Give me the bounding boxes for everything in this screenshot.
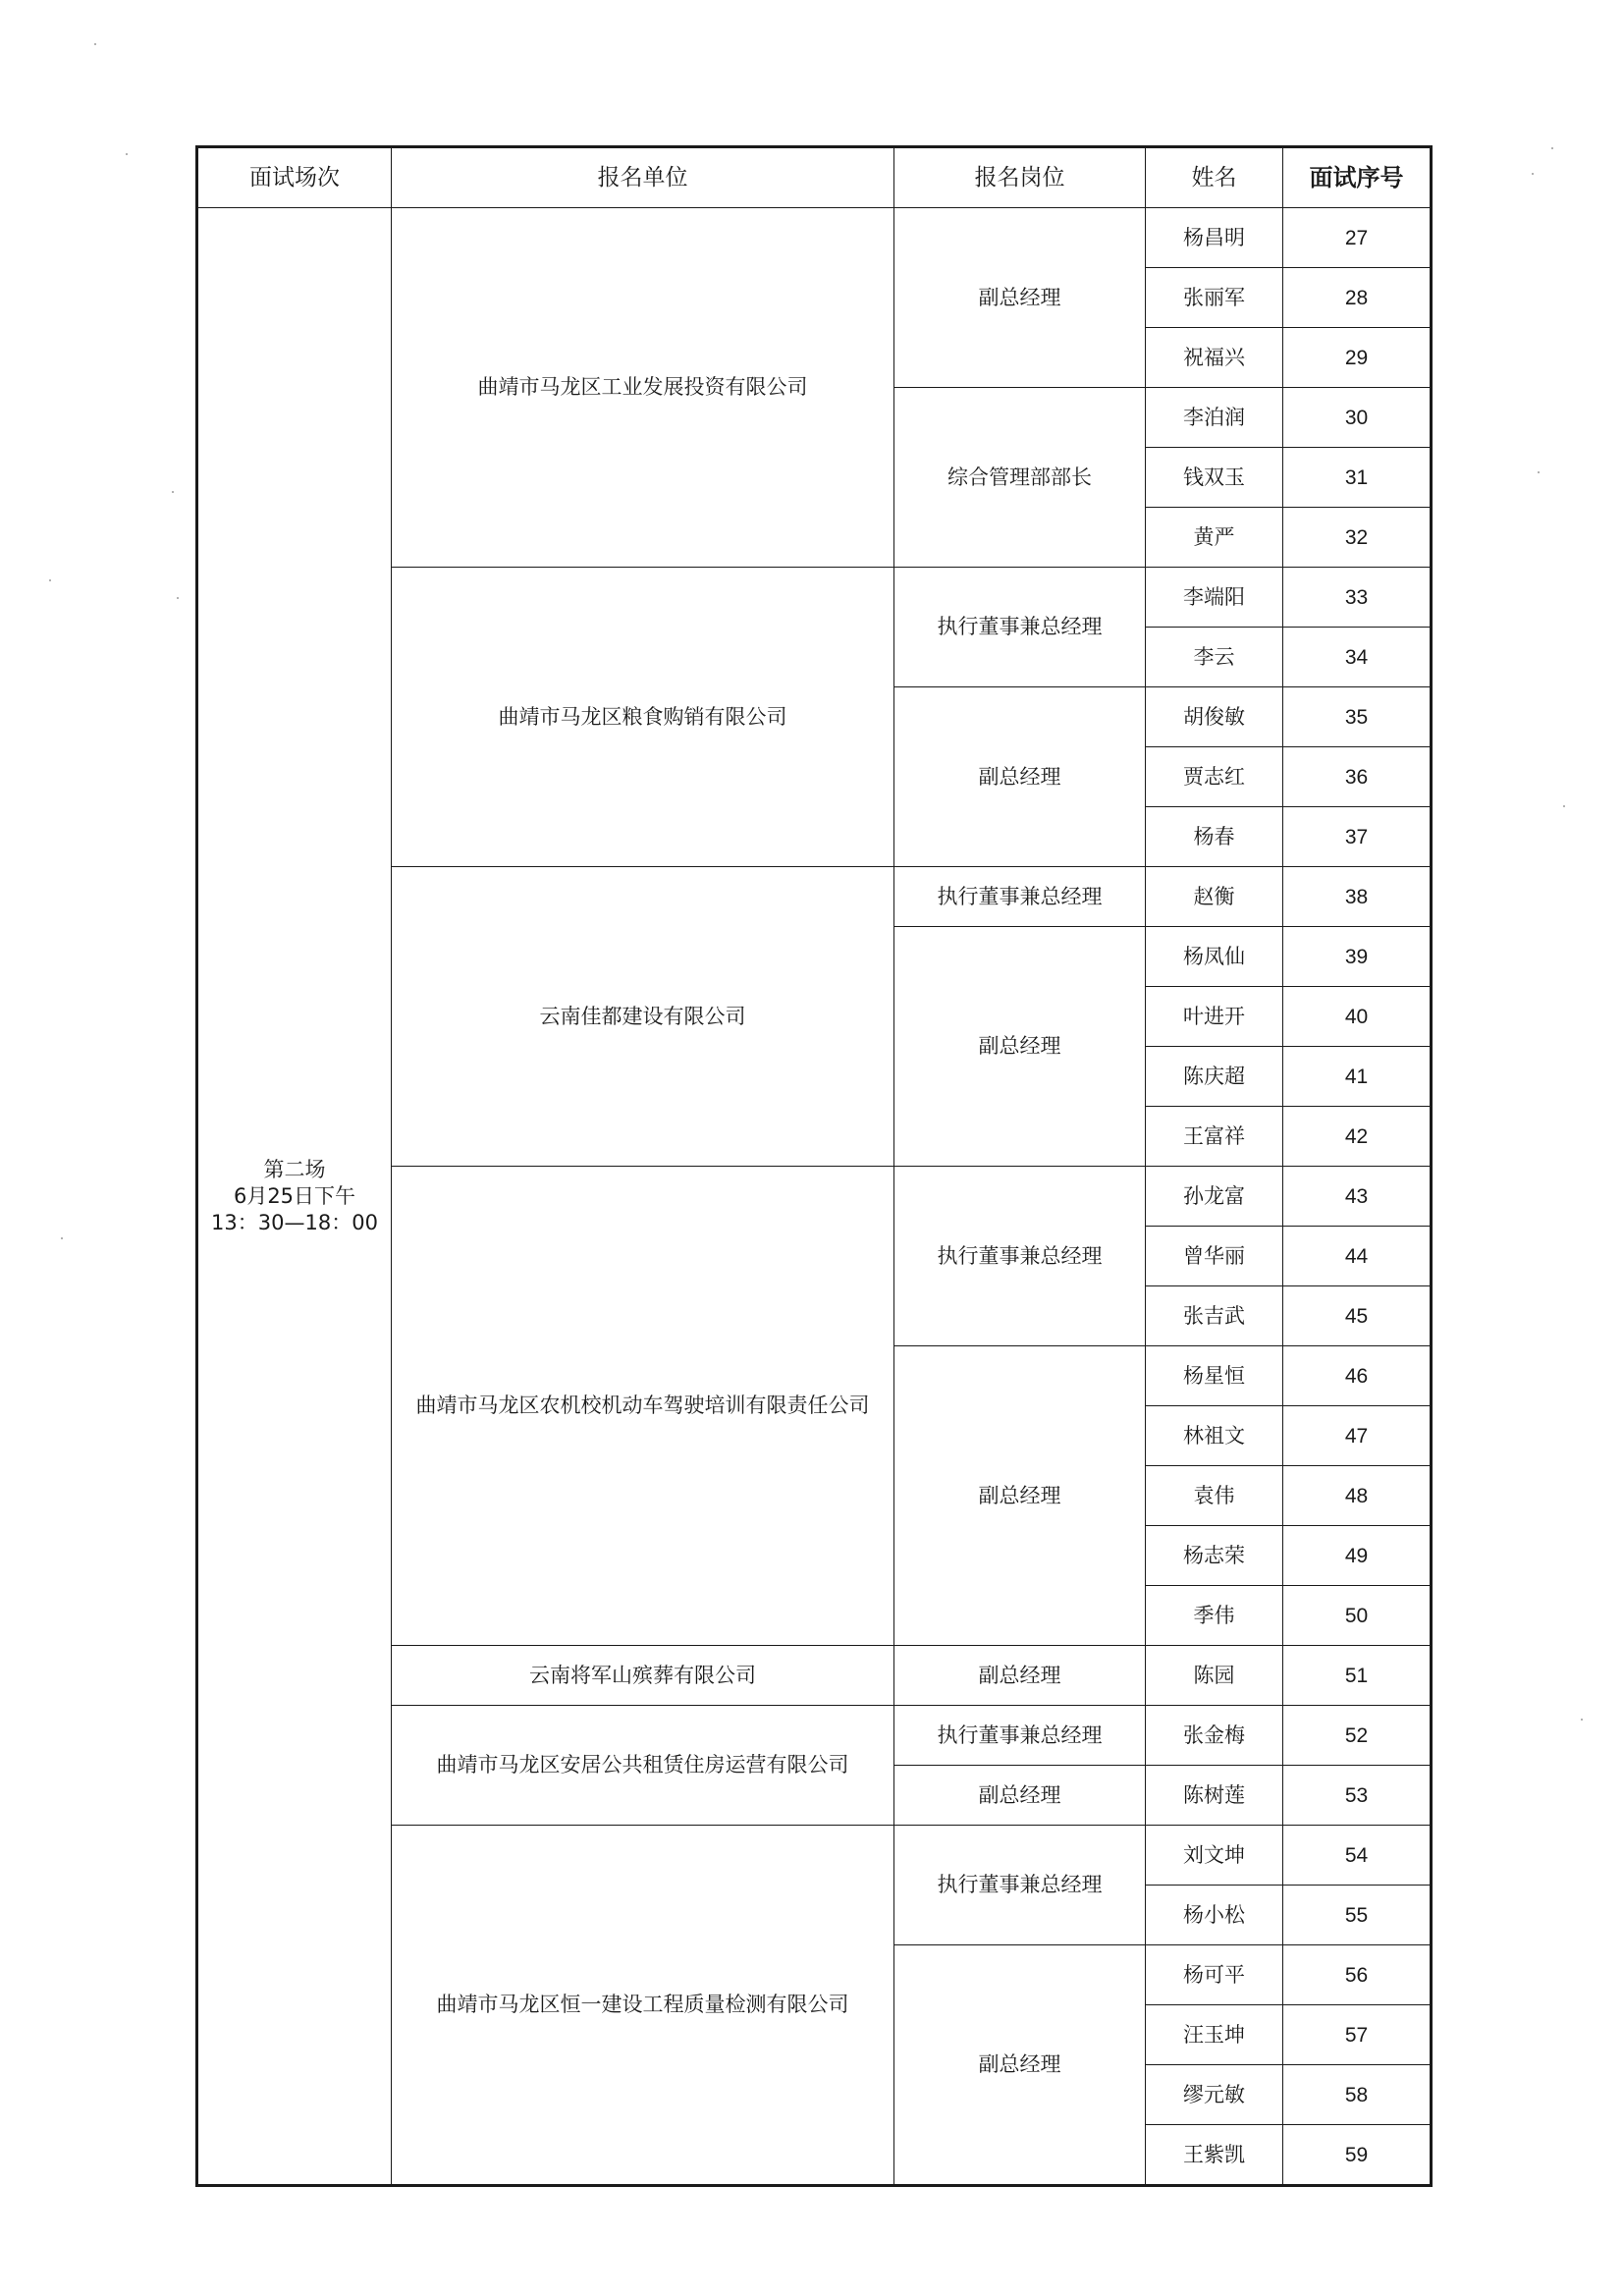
candidate-name: 李泊润 bbox=[1146, 388, 1283, 448]
header-seq: 面试序号 bbox=[1283, 147, 1432, 208]
interview-seq: 40 bbox=[1283, 987, 1432, 1047]
candidate-name: 汪玉坤 bbox=[1146, 2005, 1283, 2065]
interview-seq: 44 bbox=[1283, 1227, 1432, 1286]
unit-cell: 云南佳都建设有限公司 bbox=[392, 867, 894, 1167]
interview-seq: 52 bbox=[1283, 1706, 1432, 1766]
post-cell: 综合管理部部长 bbox=[894, 388, 1146, 568]
post-cell: 执行董事兼总经理 bbox=[894, 867, 1146, 927]
candidate-name: 叶进开 bbox=[1146, 987, 1283, 1047]
candidate-name: 季伟 bbox=[1146, 1586, 1283, 1646]
interview-seq: 27 bbox=[1283, 208, 1432, 268]
interview-schedule-table bbox=[195, 145, 1433, 2187]
interview-seq: 36 bbox=[1283, 747, 1432, 807]
candidate-name: 缪元敏 bbox=[1146, 2065, 1283, 2125]
interview-seq: 46 bbox=[1283, 1346, 1432, 1406]
interview-seq: 51 bbox=[1283, 1646, 1432, 1706]
interview-seq: 35 bbox=[1283, 687, 1432, 747]
candidate-name: 李云 bbox=[1146, 628, 1283, 687]
post-cell: 副总经理 bbox=[894, 927, 1146, 1167]
header-unit: 报名单位 bbox=[392, 147, 894, 208]
candidate-name: 刘文坤 bbox=[1146, 1826, 1283, 1886]
table-body bbox=[197, 208, 1432, 2186]
candidate-name: 林祖文 bbox=[1146, 1406, 1283, 1466]
post-cell: 执行董事兼总经理 bbox=[894, 568, 1146, 687]
candidate-name: 孙龙富 bbox=[1146, 1167, 1283, 1227]
interview-seq: 55 bbox=[1283, 1886, 1432, 1945]
candidate-name: 杨凤仙 bbox=[1146, 927, 1283, 987]
interview-seq: 33 bbox=[1283, 568, 1432, 628]
unit-cell: 曲靖市马龙区工业发展投资有限公司 bbox=[392, 208, 894, 568]
candidate-name: 张吉武 bbox=[1146, 1286, 1283, 1346]
candidate-name: 杨星恒 bbox=[1146, 1346, 1283, 1406]
interview-seq: 38 bbox=[1283, 867, 1432, 927]
interview-seq: 54 bbox=[1283, 1826, 1432, 1886]
interview-seq: 47 bbox=[1283, 1406, 1432, 1466]
interview-seq: 37 bbox=[1283, 807, 1432, 867]
unit-cell: 曲靖市马龙区农机校机动车驾驶培训有限责任公司 bbox=[392, 1167, 894, 1646]
interview-seq: 48 bbox=[1283, 1466, 1432, 1526]
interview-seq: 34 bbox=[1283, 628, 1432, 687]
interview-seq: 30 bbox=[1283, 388, 1432, 448]
post-cell: 执行董事兼总经理 bbox=[894, 1167, 1146, 1346]
post-cell: 副总经理 bbox=[894, 1766, 1146, 1826]
interview-seq: 43 bbox=[1283, 1167, 1432, 1227]
unit-cell: 曲靖市马龙区恒一建设工程质量检测有限公司 bbox=[392, 1826, 894, 2186]
candidate-name: 王富祥 bbox=[1146, 1107, 1283, 1167]
header-session: 面试场次 bbox=[197, 147, 392, 208]
unit-cell: 曲靖市马龙区粮食购销有限公司 bbox=[392, 568, 894, 867]
candidate-name: 杨可平 bbox=[1146, 1945, 1283, 2005]
candidate-name: 曾华丽 bbox=[1146, 1227, 1283, 1286]
interview-seq: 50 bbox=[1283, 1586, 1432, 1646]
post-cell: 副总经理 bbox=[894, 1646, 1146, 1706]
post-cell: 副总经理 bbox=[894, 1945, 1146, 2186]
post-cell: 副总经理 bbox=[894, 687, 1146, 867]
unit-cell: 曲靖市马龙区安居公共租赁住房运营有限公司 bbox=[392, 1706, 894, 1826]
candidate-name: 李端阳 bbox=[1146, 568, 1283, 628]
candidate-name: 袁伟 bbox=[1146, 1466, 1283, 1526]
candidate-name: 杨春 bbox=[1146, 807, 1283, 867]
table-row bbox=[197, 208, 1432, 268]
header-post: 报名岗位 bbox=[894, 147, 1146, 208]
post-cell: 执行董事兼总经理 bbox=[894, 1826, 1146, 1945]
interview-seq: 28 bbox=[1283, 268, 1432, 328]
candidate-name: 杨志荣 bbox=[1146, 1526, 1283, 1586]
post-cell: 副总经理 bbox=[894, 1346, 1146, 1646]
candidate-name: 贾志红 bbox=[1146, 747, 1283, 807]
interview-seq: 58 bbox=[1283, 2065, 1432, 2125]
interview-seq: 57 bbox=[1283, 2005, 1432, 2065]
header-row bbox=[197, 147, 1432, 208]
interview-seq: 59 bbox=[1283, 2125, 1432, 2186]
interview-seq: 49 bbox=[1283, 1526, 1432, 1586]
candidate-name: 陈园 bbox=[1146, 1646, 1283, 1706]
candidate-name: 陈庆超 bbox=[1146, 1047, 1283, 1107]
interview-seq: 29 bbox=[1283, 328, 1432, 388]
interview-seq: 45 bbox=[1283, 1286, 1432, 1346]
candidate-name: 黄严 bbox=[1146, 508, 1283, 568]
candidate-name: 陈树莲 bbox=[1146, 1766, 1283, 1826]
header-name: 姓名 bbox=[1146, 147, 1283, 208]
interview-seq: 32 bbox=[1283, 508, 1432, 568]
candidate-name: 张金梅 bbox=[1146, 1706, 1283, 1766]
interview-seq: 39 bbox=[1283, 927, 1432, 987]
interview-seq: 53 bbox=[1283, 1766, 1432, 1826]
post-cell: 副总经理 bbox=[894, 208, 1146, 388]
unit-cell: 云南将军山殡葬有限公司 bbox=[392, 1646, 894, 1706]
interview-seq: 31 bbox=[1283, 448, 1432, 508]
interview-seq: 56 bbox=[1283, 1945, 1432, 2005]
interview-seq: 41 bbox=[1283, 1047, 1432, 1107]
session-cell: 第二场 6月25日下午 13：30—18：00 bbox=[197, 208, 392, 2186]
candidate-name: 钱双玉 bbox=[1146, 448, 1283, 508]
post-cell: 执行董事兼总经理 bbox=[894, 1706, 1146, 1766]
candidate-name: 王紫凯 bbox=[1146, 2125, 1283, 2186]
candidate-name: 胡俊敏 bbox=[1146, 687, 1283, 747]
interview-seq: 42 bbox=[1283, 1107, 1432, 1167]
candidate-name: 杨小松 bbox=[1146, 1886, 1283, 1945]
candidate-name: 祝福兴 bbox=[1146, 328, 1283, 388]
candidate-name: 杨昌明 bbox=[1146, 208, 1283, 268]
candidate-name: 赵衡 bbox=[1146, 867, 1283, 927]
candidate-name: 张丽军 bbox=[1146, 268, 1283, 328]
